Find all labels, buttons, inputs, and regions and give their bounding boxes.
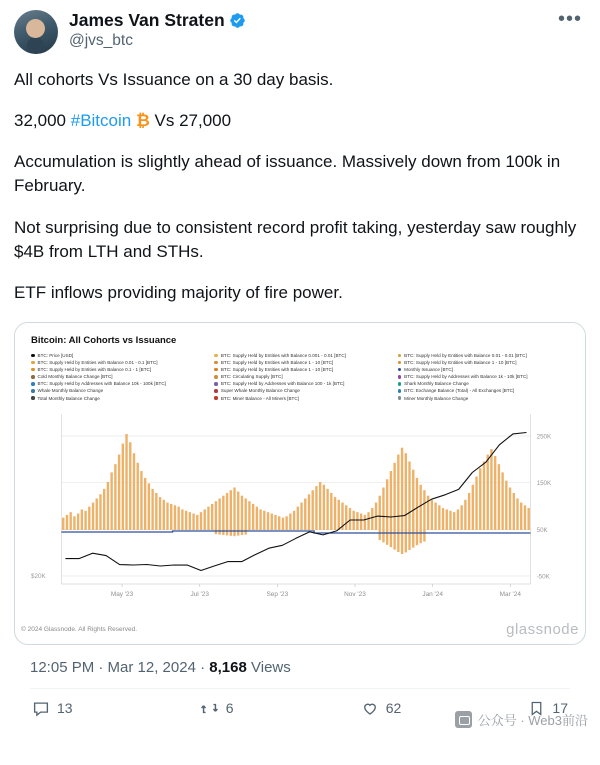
legend-column-1: [31, 352, 204, 402]
avatar[interactable]: [14, 10, 58, 54]
reply-icon: [32, 699, 50, 717]
legend-item: [398, 366, 571, 373]
legend-item: [398, 359, 571, 366]
svg-text:Jan '24: Jan '24: [422, 590, 443, 598]
legend-swatch-icon: [398, 382, 402, 386]
retweet-icon: [200, 699, 219, 718]
legend-item: [214, 387, 387, 394]
svg-text:50K: 50K: [536, 526, 548, 534]
legend-column-3: [398, 352, 571, 402]
legend-item: [214, 359, 387, 366]
bookmark-count: 17: [552, 700, 568, 717]
chart-title: Bitcoin: All Cohorts vs Issuance: [31, 334, 177, 346]
svg-text:Nov '23: Nov '23: [344, 590, 366, 598]
legend-label: Whale Monthly Balance Change: [37, 388, 104, 394]
chart-footer: [15, 619, 585, 644]
tweet-paragraph-4: ETF inflows providing majority of fire power.: [14, 282, 343, 302]
tweet-stat-line: [14, 109, 586, 133]
reply-button[interactable]: [32, 699, 73, 717]
watermark: [455, 710, 588, 729]
legend-swatch-icon: [31, 382, 35, 386]
svg-text:250K: 250K: [536, 433, 552, 441]
legend-swatch-icon: [398, 361, 402, 365]
watermark-text: 公众号 · Web3前沿: [477, 713, 588, 728]
legend-item: [31, 366, 204, 373]
chart-card[interactable]: [14, 322, 586, 645]
reply-count: 13: [57, 700, 73, 717]
legend-swatch-icon: [214, 389, 218, 393]
tweet-paragraph-1: All cohorts Vs Issuance on a 30 day basis.: [14, 70, 334, 89]
legend-swatch-icon: [214, 382, 218, 386]
legend-label: Miner Monthly Balance Change: [404, 395, 469, 401]
legend-label: BTC: Supply Held by Entities with Balance 0.01 - 0.1 [BTC]: [37, 359, 158, 365]
legend-label: BTC: Supply Held by Entities with Balance 0.1 - 1 [BTC]: [37, 367, 152, 373]
svg-text:-50K: -50K: [536, 573, 550, 581]
legend-item: [31, 373, 204, 380]
legend-label: BTC: Supply Held by Entities with Balance 0.001 - 0.01 [BTC]: [220, 352, 346, 358]
legend-label: BTC: Supply Held by Addresses with Balance 10k - 100k [BTC]: [37, 381, 166, 387]
author-name-text: James Van Straten: [69, 10, 225, 30]
legend-swatch-icon: [398, 375, 402, 379]
legend-label: BTC: Supply Held by Entities with Balance 1 - 10 [BTC]: [220, 359, 334, 365]
legend-label: BTC: Supply Held by Entities with Balance 1 - 10 [BTC]: [404, 359, 517, 365]
svg-text:150K: 150K: [536, 479, 552, 487]
legend-item: [31, 359, 204, 366]
legend-swatch-icon: [31, 389, 35, 393]
bitcoin-symbol-icon: ₿: [135, 111, 150, 131]
legend-swatch-icon: [214, 361, 218, 365]
meta-sep: ·: [195, 658, 210, 676]
svg-text:Sep '23: Sep '23: [266, 590, 289, 598]
legend-swatch-icon: [398, 354, 402, 358]
like-button[interactable]: [361, 699, 402, 717]
verified-icon: [229, 12, 246, 29]
legend-label: Total Monthly Balance Change: [37, 395, 100, 401]
legend-item: [214, 380, 387, 387]
tweet-header: [14, 10, 586, 54]
legend-swatch-icon: [398, 368, 402, 372]
tweet-paragraph-3: Not surprising due to consistent record profit taking, yesterday saw roughly $4B from LTH and STHs.: [14, 217, 577, 261]
legend-item: [398, 373, 571, 380]
like-count: 62: [385, 700, 402, 717]
svg-text:Jul '23: Jul '23: [190, 590, 209, 598]
author-names: [69, 10, 554, 50]
legend-swatch-icon: [214, 375, 218, 379]
legend-label: Shark Monthly Balance Change: [404, 381, 469, 387]
stat-value: 32,000: [14, 111, 71, 131]
svg-text:May '23: May '23: [110, 590, 134, 598]
svg-text:$20K: $20K: [31, 572, 46, 580]
legend-label: Super Whale Monthly Balance Change: [220, 388, 300, 394]
chart-svg: [27, 408, 573, 613]
stat-comparison: Vs 27,000: [149, 111, 232, 131]
chart-plot-area[interactable]: [27, 408, 573, 613]
legend-label: Monthly Issuance [BTC]: [404, 367, 453, 373]
legend-item: [31, 380, 204, 387]
hashtag-bitcoin-link[interactable]: #Bitcoin: [70, 111, 132, 131]
legend-item: [398, 380, 571, 387]
legend-label: BTC: Supply Held by Entities with Balance 0.01 - 0.01 [BTC]: [404, 352, 527, 358]
author-display-name[interactable]: [69, 10, 554, 30]
legend-item: [31, 395, 204, 402]
svg-text:Mar '24: Mar '24: [499, 590, 521, 598]
legend-swatch-icon: [214, 368, 218, 372]
legend-item: [31, 387, 204, 394]
legend-swatch-icon: [214, 396, 218, 400]
legend-swatch-icon: [31, 368, 35, 372]
chart-wrap: [15, 323, 585, 619]
legend-column-2: [214, 352, 387, 402]
legend-label: BTC: Supply Held by Addresses with Balance 100 - 1k [BTC]: [220, 381, 345, 387]
legend-item: [214, 352, 387, 359]
views-label: Views: [251, 658, 291, 676]
legend-label: BTC: Price [USD]: [37, 352, 74, 358]
legend-item: [398, 395, 571, 402]
more-options-icon[interactable]: •••: [557, 8, 582, 30]
views-count: 8,168: [209, 658, 247, 676]
legend-swatch-icon: [398, 389, 402, 393]
legend-item: [214, 366, 387, 373]
retweet-count: 6: [225, 700, 234, 717]
legend-swatch-icon: [31, 375, 35, 379]
retweet-button[interactable]: [200, 699, 234, 718]
legend-label: BTC: Exchange Balance (Total) - All Exchanges [BTC]: [404, 388, 515, 394]
tweet-paragraph-2: Accumulation is slightly ahead of issuance. Massively down from 100k in February.: [14, 152, 561, 196]
legend-item: [398, 387, 571, 394]
legend-label: BTC: Supply Held by Entities with Balance 1 - 10 [BTC]: [220, 367, 334, 373]
legend-swatch-icon: [31, 354, 35, 358]
chart-copyright: © 2024 Glassnode. All Rights Reserved.: [21, 625, 138, 633]
legend-swatch-icon: [31, 396, 35, 400]
legend-item: [398, 352, 571, 359]
legend-swatch-icon: [398, 396, 402, 400]
legend-item: [214, 373, 387, 380]
legend-label: BTC: Supply Held by Addresses with Balance 1k - 10k [BTC]: [404, 374, 528, 380]
legend-label: BTC: Circulating Supply [BTC]: [220, 374, 283, 380]
tweet-meta: [14, 645, 586, 688]
tweet-timestamp[interactable]: 12:05 PM · Mar 12, 2024: [30, 658, 196, 676]
legend-item: [31, 352, 204, 359]
tweet-body: [14, 68, 586, 305]
legend-label: Cold Monthly Balance Change [BTC]: [37, 374, 113, 380]
legend-label: BTC: Miner Balance - All Miners [BTC]: [220, 395, 299, 401]
legend-item: [214, 395, 387, 402]
chart-legend: [27, 352, 573, 402]
legend-swatch-icon: [214, 354, 218, 358]
heart-icon: [361, 699, 379, 717]
legend-swatch-icon: [31, 361, 35, 365]
glassnode-logo: glassnode: [506, 620, 579, 638]
watermark-logo-icon: [455, 711, 472, 728]
author-handle[interactable]: @jvs_btc: [69, 32, 133, 50]
